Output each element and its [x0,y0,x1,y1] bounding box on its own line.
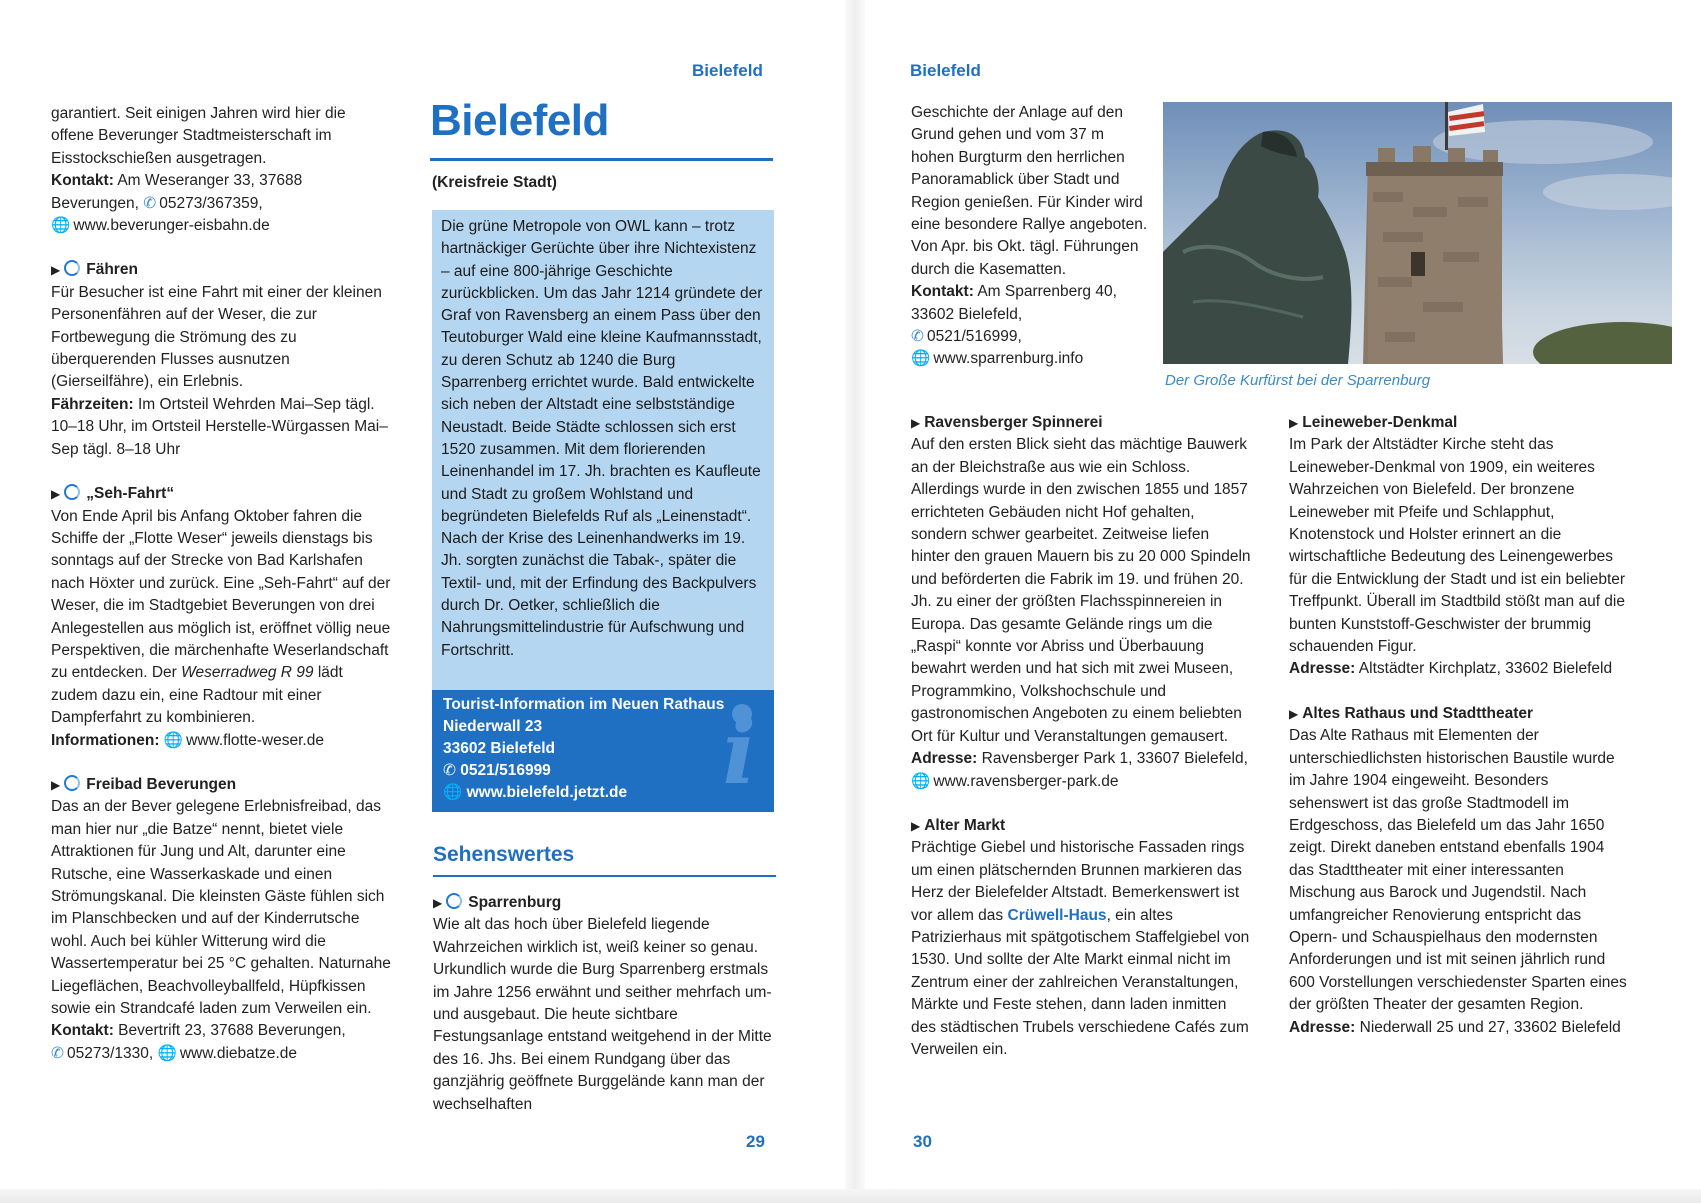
body-text: Von Ende April bis Anfang Oktober fahren die Schiffe der „Flotte Weser“ jeweils dienstags bis sonntags auf der Strecke von Bad Karlshafen nach Höxter und zurück. Eine „Seh-Fahrt“ auf der Weser, die im Stadtgebiet Beverungen von drei Anlegestellen aus möglich ist, eröffnet völlig neue Perspektiven, die märchenhafte Weserlandschaft zu entdecken. Der [51,507,391,682]
cruewell-haus-link[interactable]: Crüwell-Haus [1007,906,1107,924]
info-phone-line [443,760,763,782]
intro-box [432,210,774,690]
contact-address: Am Weseranger 33, 37688 Beverungen, [51,172,303,212]
section-heading [1289,703,1629,725]
section-alter-markt [911,815,1251,1061]
info-street: Niederwall 23 [443,718,543,735]
city-title: Bielefeld [430,96,609,145]
address-label: Adresse: [1289,1018,1356,1036]
left-page-column-1 [51,103,391,1087]
freibad-phone-web [51,1043,391,1065]
section-body [911,837,1251,1061]
triangle-bullet-icon: ▶ [51,777,61,792]
address-label: Adresse: [1289,660,1356,678]
section-heading [433,892,776,914]
info-phone: 0521/516999 [460,762,551,779]
section-body: Das an der Bever gelegene Erlebnisfreibad, das man hier nur „die Batze“ nennt, bietet viele Attraktionen für Jung und Alt, darunter eine Rutsche, eine Wasserkaskade und einen Strömungskanal. Die kleinsten Gäste fühlen sich im Planschbecken und auf der Kinderrutsche wohl. Auch bei kühler Witterung wird die Wassertemperatur bei 25 °C gehalten. Naturnahe Liegeflächen, Beachvolleyballfeld, Hüpfkissen sowie ein Strandcafé laden zum Verweilen ein. [51,798,391,1018]
running-head-left: Bielefeld [692,61,763,80]
title-rule [430,158,773,161]
globe-icon: 🌐 [163,731,184,749]
phone-number: 05273/1330, [67,1044,154,1062]
city-subtitle: (Kreisfreie Stadt) [432,174,557,191]
section-body: Wie alt das hoch über Bielefeld liegende Wahrzeichen wirklich ist, weiß keiner so genau. Urkundlich wurde die Burg Sparrenberg erstmals im Jahre 1256 erwähnt und seither mehrfach um- und ausgebaut. Die heute sichtbare Festungsanlage entstand weitgehend in der Mitte des 16. Jhs. Bei einem Rundgang über das ganzjährig geöffnete Burggelände kann man der wechselhaften [433,916,772,1113]
page-bottom-edge [0,1189,1701,1203]
info-icon: i [722,700,756,804]
triangle-bullet-icon: ▶ [51,487,61,502]
info-name: Tourist-Information im Neuen Rathaus [443,696,725,713]
eisbahn-contact [51,170,391,215]
phone-icon: ✆ [443,762,461,779]
eisbahn-continuation [51,103,391,237]
section-faehren [51,259,391,461]
globe-icon: 🌐 [443,784,467,801]
eisbahn-website [51,215,391,237]
contact-address: Bevertrift 23, 37688 Beverungen, [118,1022,346,1040]
sparrenburg-phone [911,326,1151,348]
address-label: Adresse: [911,750,978,768]
weserradweg-italic: Weserradweg R 99 [181,664,314,682]
sight-ring-icon [64,775,80,791]
address-text: Altstädter Kirchplatz, 33602 Bielefeld [1358,660,1613,678]
contact-label: Kontakt: [51,172,114,190]
phone-icon: ✆ [143,194,157,212]
triangle-bullet-icon: ▶ [911,818,921,833]
right-page-column-1 [911,412,1251,1083]
section-title: Fähren [86,261,138,279]
section-body [51,506,391,730]
section-leineweber-denkmal [1289,412,1629,681]
section-seh-fahrt [51,483,391,752]
triangle-bullet-icon: ▶ [51,263,61,278]
phone-number: 05273/367359, [159,194,263,212]
address-text: Ravensberger Park 1, 33607 Bielefeld, [981,750,1248,768]
globe-icon: 🌐 [51,217,71,235]
section-heading [911,412,1251,434]
section-title: „Seh-Fahrt“ [86,485,175,503]
body-text: Prächtige Giebel und historische Fassaden rings um einen plätschernden Brunnen markieren das Herz der Bielefelder Altstadt. Bemerkenswert ist vor allem das [911,839,1245,924]
sparrenburg-website [911,348,1151,370]
section-heading [911,815,1251,837]
section-title: Leineweber-Denkmal [1302,414,1458,431]
body-text-cont: , ein altes Patrizierhaus mit spätgotischem Staffelgiebel von 1530. Und sollte der Alte Markt einmal nicht im Zentrum einer der zahlreichen Veranstaltungen, Märkte und Feste stehen, dann laden inmitten des städtischen Trubels verschiedene Cafés zum Verweilen ein. [911,906,1250,1058]
times-label: Fährzeiten: [51,395,134,413]
sparrenburg-photo [1163,102,1672,364]
opening-times [51,394,391,461]
section-heading [1289,412,1629,434]
website-url[interactable]: www.diebatze.de [179,1044,298,1062]
phone-number: 0521/516999, [927,328,1022,346]
section-body: Im Park der Altstädter Kirche steht das Leineweber-Denkmal von 1909, ein weiteres Wahrzeichen von Bielefeld. Der bronzene Leineweber mit Pfeife und Schlapphut, Knotenstock und Holster erinnert an die wirtschaftliche Bedeutung des Leinengewerbes für die Entwicklung der Stadt und ist ein beliebter Treffpunkt. Überall im Stadtbild stößt man auf die bunten Kunststoff-Geschwister der brummig schauenden Figur. [1289,436,1626,656]
intro-text: Die grüne Metropole von OWL kann – trotz hartnäckiger Gerüchte über ihre Nichtexistenz – auf eine 800-jährige Geschichte zurückblicken. Um das Jahr 1214 gründete der Graf von Ravensberg an einem Pass über den Teutoburger Wald eine kleine Kaufmannsstadt, zu deren Schutz ab 1240 die Burg Sparrenberg errichtet wurde. Bald entwickelte sich neben der Altstadt eine selbstständige Neustadt. Beide Städte schlossen sich erst 1520 zusammen. Mit dem florierenden Leinenhandel im 17. Jh. brachten es Kaufleute und Stadt zu großem Wohlstand und begründeten Bielefelds Ruf als „Leinenstadt“. Nach der Krise des Leinenhandwerks im 19. Jh. sorgten zunächst die Tabak-, später die Textil- und, mit der Erfindung des Backpulvers durch Dr. Oetker, schließlich die Nahrungsmittelindustrie für Aufschwung und Fortschritt. [441,218,763,659]
address-text: Niederwall 25 und 27, 33602 Bielefeld [1359,1018,1621,1036]
phone-icon: ✆ [51,1044,64,1062]
section-title: Sparrenburg [468,894,562,911]
sparrenburg-contact [911,281,1151,326]
sehenswertes-heading: Sehenswertes [433,843,575,866]
contact-address: Am Sparrenberg 40, 33602 Bielefeld, [911,283,1117,323]
section-sparrenburg [433,892,776,1116]
contact-label: Kontakt: [911,283,974,301]
section-title: Ravensberger Spinnerei [924,414,1103,431]
triangle-bullet-icon: ▶ [911,416,921,430]
section-freibad [51,774,391,1065]
section-altes-rathaus [1289,703,1629,1039]
information-line [51,730,391,752]
photo-caption: Der Große Kurfürst bei der Sparrenburg [1165,372,1431,389]
section-title: Alter Markt [924,816,1006,834]
running-head-right: Bielefeld [910,61,981,80]
triangle-bullet-icon: ▶ [433,896,443,910]
website-url[interactable]: www.ravensberger-park.de [933,772,1119,790]
tourist-info-box [432,690,774,812]
kurfuerst-statue-tower-illustration [1163,102,1672,364]
rathaus-address [1289,1017,1629,1039]
right-page-column-2 [1289,412,1629,1061]
times-text: Im Ortsteil Wehrden Mai–Sep tägl. 10–18 Uhr, im Ortsteil Herstelle-Würgassen Mai–Sep tägl. 8–18 Uhr [51,395,388,458]
globe-icon: 🌐 [157,1044,177,1062]
website-url[interactable]: www.beverunger-eisbahn.de [73,217,270,235]
phone-icon: ✆ [911,328,924,346]
section-body: Für Besucher ist eine Fahrt mit einer der kleinen Personenfähren auf der Weser, die zur Fortbewegung die Strömung des zu überquerenden Flusses ausnutzen (Gierseilfähre), ein Erlebnis. [51,283,382,391]
leineweber-address [1289,658,1629,680]
section-heading [51,259,391,281]
eisbahn-text: garantiert. Seit einigen Jahren wird hier die offene Beverunger Stadtmeisterschaft im Eisstockschießen ausgetragen. [51,105,346,167]
page-number-right: 30 [913,1132,932,1151]
triangle-bullet-icon: ▶ [1289,706,1299,721]
section-heading [51,774,391,796]
section-body: Auf den ersten Blick sieht das mächtige Bauwerk an der Bleichstraße aus wie ein Schloss. Allerdings wurde in den zwischen 1855 und 1857 errichteten Gebäuden nicht Hof gehalten, sondern schwer gearbeitet. Zeitweise liefen hinter den grauen Mauern bis zu 20 000 Spindeln und beförderten die Fabrik im 19. und frühen 20. Jh. zu einer der größten Flachsspinnereien in Europa. Das gesamte Gelände rings um die „Raspi“ konnte vor Abriss und Überbauung bewahrt werden und hat sich mit zwei Museen, Programmkino, Volkshochschule und gastronomischen Angeboten zu einem beliebten Ort für Kultur und Veranstaltungen gemausert. [911,436,1251,745]
spinnerei-address [911,748,1251,793]
book-gutter [845,0,865,1203]
info-website[interactable]: www.bielefeld.jetzt.de [466,784,628,801]
section-ravensberger-spinnerei [911,412,1251,793]
website-url[interactable]: www.sparrenburg.info [933,350,1084,368]
sight-ring-icon [64,260,80,276]
body-text-cont: lädt zudem dazu ein, eine Radtour mit einer Dampferfahrt zu kombinieren. [51,664,343,727]
section-heading [51,483,391,505]
info-label: Informationen: [51,731,160,749]
website-url[interactable]: www.flotte-weser.de [186,731,324,749]
page-number-left: 29 [746,1132,765,1151]
sparrenburg-continuation [911,102,1151,371]
sight-ring-icon [446,893,462,909]
triangle-bullet-icon: ▶ [1289,416,1299,430]
section-title: Freibad Beverungen [86,775,237,793]
freibad-contact [51,1020,391,1042]
info-web-line [443,782,763,804]
sight-ring-icon [64,484,80,500]
globe-icon: 🌐 [911,772,931,790]
sehenswertes-rule [433,875,776,877]
section-title: Altes Rathaus und Stadttheater [1302,704,1534,722]
section-body: Das Alte Rathaus mit Elementen der unterschiedlichsten historischen Baustile wurde im Jahre 1904 eingeweiht. Besonders sehenswert ist das große Stadtmodell im Erdgeschoss, das Bielefeld um das Jahr 1650 zeigt. Direkt daneben entstand ebenfalls 1904 das Stadttheater mit einer interessanten Mischung aus Barock und Jugendstil. Nach umfangreicher Renovierung entspricht das Opern- und Schauspielhaus den modernsten Anforderungen und ist mit seinen jährlich rund 600 Vorstellungen verschiedenster Sparten eines der größten Theater der gesamten Region. [1289,727,1627,1014]
continuation-text: Geschichte der Anlage auf den Grund gehen und vom 37 m hohen Burgturm den herrlichen Panoramablick über Stadt und Region genießen. Für Kinder wird eine besondere Rallye angeboten. Von Apr. bis Okt. tägl. Führungen durch die Kasematten. [911,104,1148,278]
contact-label: Kontakt: [51,1022,114,1040]
globe-icon: 🌐 [911,350,931,368]
info-city: 33602 Bielefeld [443,740,556,757]
